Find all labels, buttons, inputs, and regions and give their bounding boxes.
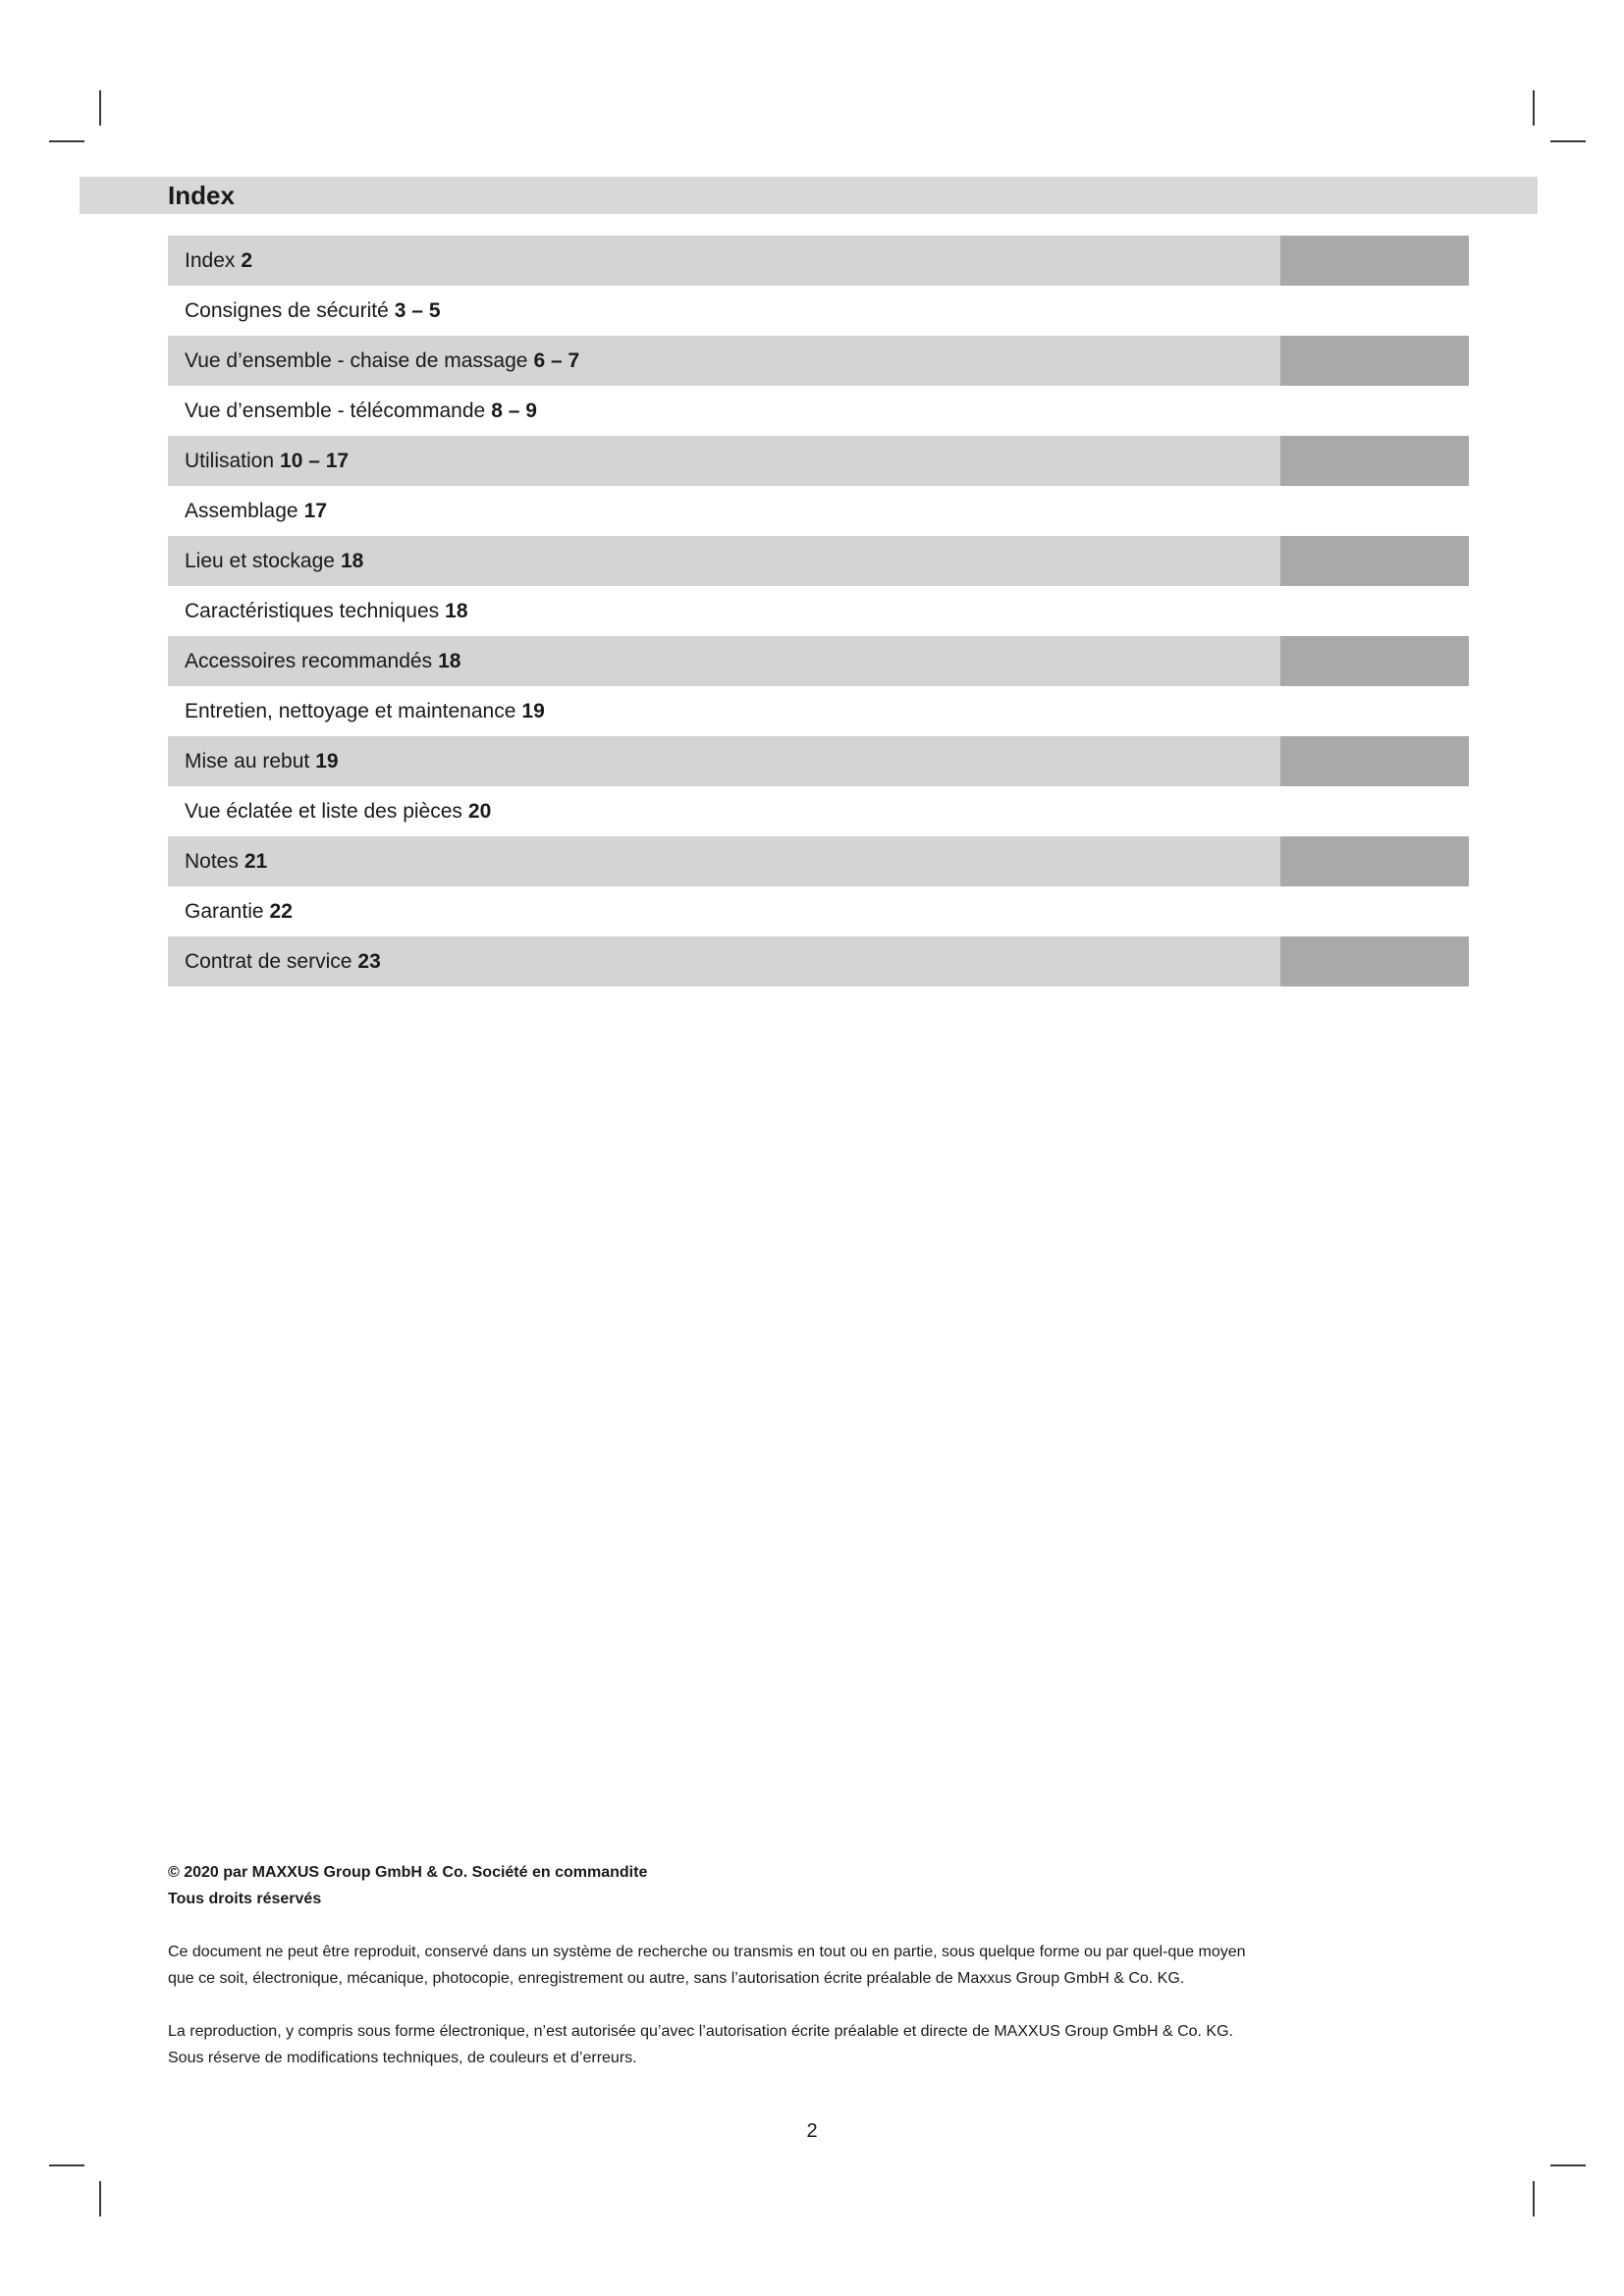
toc-entry-label: Mise au rebut xyxy=(185,749,310,773)
crop-mark-top-right-horizontal xyxy=(1550,140,1586,142)
page-number: 2 xyxy=(806,2120,818,2142)
copyright-line: © 2020 par MAXXUS Group GmbH & Co. Société en commandite xyxy=(168,1864,648,1881)
crop-mark-top-right-vertical xyxy=(1533,90,1535,126)
toc-row[interactable] xyxy=(168,786,1469,836)
toc-entry-page: 21 xyxy=(244,849,268,873)
toc-row[interactable] xyxy=(168,836,1469,886)
toc-row[interactable] xyxy=(168,636,1469,686)
toc-row[interactable] xyxy=(168,586,1469,636)
toc-entry-label: Lieu et stockage xyxy=(185,549,335,572)
toc-entry-page: 18 xyxy=(445,599,468,622)
toc-row[interactable] xyxy=(168,336,1469,386)
toc-row[interactable] xyxy=(168,286,1469,336)
toc-row[interactable] xyxy=(168,886,1469,936)
crop-mark-top-left-horizontal xyxy=(49,140,84,142)
crop-mark-bottom-right-horizontal xyxy=(1550,2164,1586,2166)
toc-row[interactable] xyxy=(168,236,1469,286)
toc-row[interactable] xyxy=(168,436,1469,486)
toc-entry-page: 3 – 5 xyxy=(394,298,441,322)
table-of-contents xyxy=(168,236,1469,987)
toc-entry-page: 6 – 7 xyxy=(533,348,580,372)
toc-entry-page: 18 xyxy=(340,549,364,572)
toc-entry-page: 19 xyxy=(315,749,339,773)
toc-row[interactable] xyxy=(168,536,1469,586)
toc-entry-label: Garantie xyxy=(185,899,264,923)
toc-entry-label: Accessoires recommandés xyxy=(185,649,433,672)
toc-entry-page: 22 xyxy=(269,899,293,923)
toc-entry-label: Vue d’ensemble - télécommande xyxy=(185,399,486,422)
toc-entry-label: Caractéristiques techniques xyxy=(185,599,440,622)
toc-entry-page: 18 xyxy=(438,649,461,672)
toc-entry-label: Entretien, nettoyage et maintenance xyxy=(185,699,516,722)
toc-row[interactable] xyxy=(168,386,1469,436)
toc-entry-page: 17 xyxy=(303,499,327,522)
toc-entry-page: 8 – 9 xyxy=(491,399,537,422)
toc-row[interactable] xyxy=(168,686,1469,736)
toc-entry-label: Utilisation xyxy=(185,449,275,472)
toc-entry-label: Index xyxy=(185,248,236,272)
header-band xyxy=(80,177,1538,214)
toc-row[interactable] xyxy=(168,936,1469,987)
crop-mark-bottom-right-vertical xyxy=(1533,2181,1535,2216)
crop-mark-bottom-left-vertical xyxy=(99,2181,101,2216)
crop-mark-top-left-vertical xyxy=(99,90,101,126)
toc-entry-page: 23 xyxy=(357,949,381,973)
legal-paragraph-1: Ce document ne peut être reproduit, conservé dans un système de recherche ou transmis en tout ou en partie, sous quelque forme ou par quel-que moyen que ce soit, électronique, mécanique, photocopie, enregistrement ou autre, sans l’autorisation écrite préalable de Maxxus Group GmbH & Co. KG. xyxy=(168,1944,1246,1987)
toc-entry-label: Vue éclatée et liste des pièces xyxy=(185,799,462,823)
toc-entry-label: Contrat de service xyxy=(185,949,352,973)
toc-entry-page: 10 – 17 xyxy=(280,449,350,472)
toc-entry-label: Consignes de sécurité xyxy=(185,298,389,322)
toc-entry-label: Notes xyxy=(185,849,239,873)
legal-paragraph-2: La reproduction, y compris sous forme électronique, n’est autorisée qu’avec l’autorisation écrite préalable et directe de MAXXUS Group GmbH & Co. KG. Sous réserve de modifications techniques, de couleurs et d’erreurs. xyxy=(168,2023,1233,2066)
page-title: Index xyxy=(168,181,235,210)
toc-entry-page: 2 xyxy=(241,248,253,272)
toc-entry-page: 19 xyxy=(521,699,545,722)
toc-row[interactable] xyxy=(168,486,1469,536)
rights-line: Tous droits réservés xyxy=(168,1891,322,1907)
toc-entry-label: Assemblage xyxy=(185,499,298,522)
crop-mark-bottom-left-horizontal xyxy=(49,2164,84,2166)
toc-row[interactable] xyxy=(168,736,1469,786)
toc-entry-page: 20 xyxy=(467,799,492,823)
legal-notice xyxy=(168,1859,1268,2098)
toc-entry-label: Vue d’ensemble - chaise de massage xyxy=(185,348,528,372)
